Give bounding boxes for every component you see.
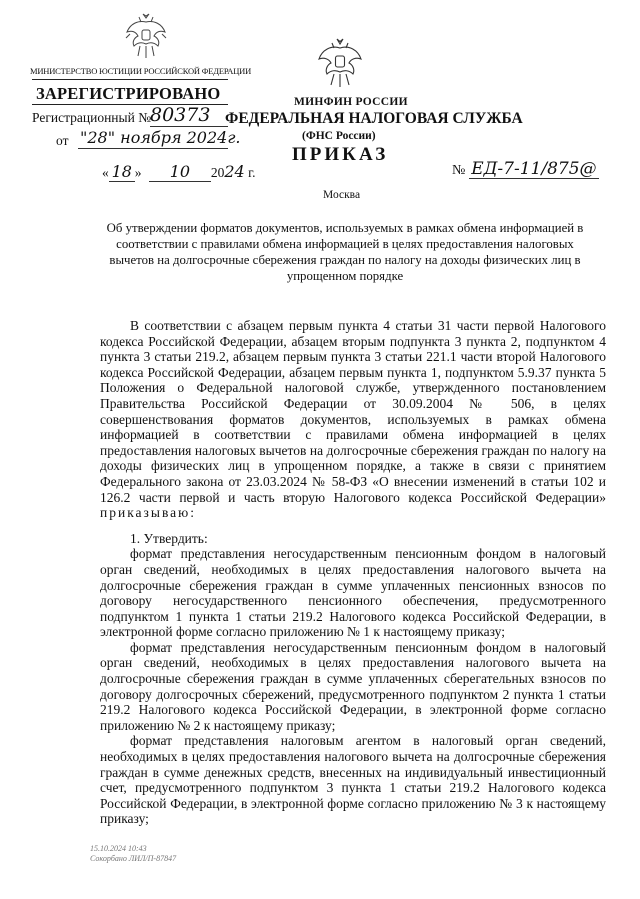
order-year-unit: г.	[248, 165, 256, 180]
format-1-paragraph: формат представления негосударственным пенсионным фондом в налоговый орган сведений, необходимых в целях предоставления налогового вычета на долгосрочные сбережения граждан в сумме уплаченных пенсионных взносов по договору негосударственного пенсионного обеспечения, предусмотренного подпунктом 1 пункта 1 статьи 219.2 Налогового кодекса Российской Федерации, в электронной форме согласно приложению № 1 к настоящему приказу;	[100, 546, 606, 640]
russian-eagle-emblem-icon	[316, 37, 364, 89]
stamp-underline	[78, 148, 228, 149]
document-type-title: ПРИКАЗ	[292, 144, 389, 165]
stamp-divider	[32, 79, 228, 80]
preamble-text: В соответствии с абзацем первым пункта 4 статьи 31 части первой Налогового кодекса Российской Федерации, абзацем вторым подпункта 3 пункта 2, подпунктом 4 пункта 3 статьи 219.2, абзацем первым пункта 3 статьи 221.1 части второй Налогового кодекса Российской Федерации, абзацем первым пункта 1, подпунктом 5.9.37 пункта 5 Положения о Федеральной налоговой службе, утвержденного постановлением Правительства Российской Федерации от 30.09.2004 № 506, в целях совершенствования форматов документов, используемых в рамках обмена информацией в соответствии с правилами обмена информацией в целях предоставления налоговых вычетов на долгосрочные сбережения граждан по налогу на доходы физических лиц в упрощенном порядке, а также в связи с принятием Федерального закона от 23.03.2024 № 58-ФЗ «О внесении изменений в статьи 102 и 126.2 части первой и часть вторую Налогового кодекса Российской Федерации»	[100, 318, 606, 505]
format-3-paragraph: формат представления налоговым агентом в налоговый орган сведений, необходимых в целях предоставления налогового вычета на долгосрочные сбережения граждан в сумме денежных средств, внесенных на индивидуальный инвестиционный счет, предусмотренного подпунктом 3 пункта 1 статьи 219.2 Налогового кодекса Российской Федерации, в электронной форме согласно приложению № 3 к настоящему приказу;	[100, 733, 606, 827]
city: Москва	[323, 189, 361, 201]
order-month: 10	[149, 163, 211, 182]
number-sign: №	[452, 163, 466, 178]
order-year-suffix: 24	[224, 162, 245, 181]
registration-stamp	[28, 12, 252, 148]
stamp-reg-number: 80373	[150, 104, 211, 126]
order-day: 18	[109, 163, 135, 182]
stamp-reg-date-label: от	[56, 133, 69, 148]
service-name: ФЕДЕРАЛЬНАЯ НАЛОГОВАЯ СЛУЖБА	[225, 110, 523, 127]
order-year-prefix: 20	[210, 165, 225, 180]
footer-note	[90, 844, 176, 864]
order-number	[452, 160, 599, 179]
russian-eagle-emblem-icon	[124, 12, 168, 60]
stamp-reg-date: "28" ноября 2024г.	[80, 128, 241, 147]
format-2-paragraph: формат представления негосударственным пенсионным фондом в налоговый орган сведений, необходимых в целях предоставления налогового вычета на долгосрочные сбережения граждан в сумме уплаченных сберегательных взносов по договору долгосрочных сбережений, предусмотренного подпунктом 2 пункта 1 статьи 219.2 Налогового кодекса Российской Федерации, в электронной форме согласно приложению № 2 к настоящему приказу;	[100, 639, 606, 733]
footer-line-2: Сокорбано ЛИЛ/П-87847	[90, 854, 177, 863]
item-1-title: 1. Утвердить:	[130, 530, 208, 546]
order-date: « 18 » 10 2024 г.	[102, 162, 256, 181]
footer-line-1: 15.10.2024 10:43	[90, 844, 147, 853]
stamp-ministry-name: МИНИСТЕРСТВО ЮСТИЦИИ РОССИЙСКОЙ ФЕДЕРАЦИИ	[30, 66, 252, 76]
order-subject: Об утверждении форматов документов, используемых в рамках обмена информацией в соответствии с правилами обмена информацией в целях предоставления налоговых вычетов на долгосрочные сбережения граждан по налогу на доходы физических лиц в упрощенном порядке	[106, 221, 584, 283]
preamble-paragraph	[100, 318, 606, 521]
stamp-reg-number-label: Регистрационный №	[32, 110, 152, 125]
order-body	[100, 318, 606, 827]
stamp-underline	[150, 126, 228, 127]
service-short-name: (ФНС России)	[302, 130, 376, 142]
ministry-name: МИНФИН РОССИИ	[294, 96, 408, 108]
order-word: приказываю:	[100, 505, 196, 521]
order-number-value: ЕД-7-11/875@	[469, 160, 599, 179]
stamp-registered-label: ЗАРЕГИСТРИРОВАНО	[36, 84, 221, 103]
